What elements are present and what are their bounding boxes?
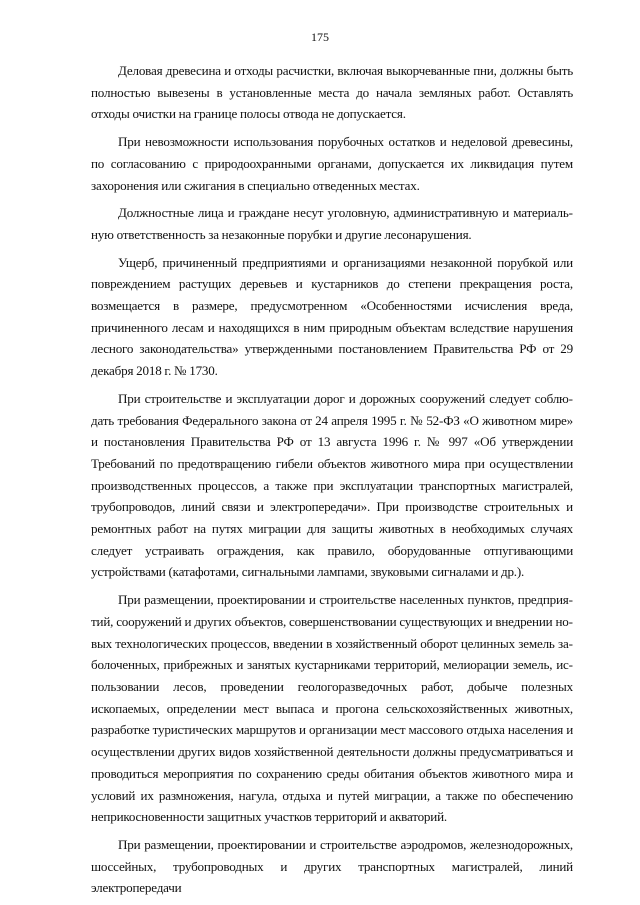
paragraph-habitat-conservation: При размещении, проектировании и строительстве населенных пунктов, предприятий, сооружений и других объектов, совершенствовании существующих и внедрении новых технологических процессов, введении в хозяйственный оборот целинных земель заболоченных, прибрежных и занятых кустарниками территорий, мелиорации земель, использовании лесов, проведении геологоразведочных работ, добыче полезных ископаемых, определении мест выпаса и прогона сельскохозяйственных животных, разработке туристических маршрутов и организации мест массового отдыха населения и осуществлении других видов хозяйственной деятельности должны предусматриваться и проводиться мероприятия по сохранению среды обитания объектов животного мира и условий их размножения, нагула, отдыха и путей миграции, а также по обеспечению неприкосновенности защитных участков территорий и акваторий.: [91, 592, 573, 825]
paragraph-residue-disposal: При невозможности использования порубочных остатков и неделовой древесины, по согласованию с природоохранными органами, допускается их ликвидация путем захоронения или сжигания в специально отведенных местах.: [91, 134, 573, 193]
paragraph-damage-compensation: Ущерб, причиненный предприятиями и организациями незаконной порубкой или повреждением растущих деревьев и кустарников до степени прекращения роста, возмещается в размере, предусмотренном «Особенностями исчисления вреда, причиненного лесам и находящихся в ним природным объектам вследствие нарушения лесного законодательства» утвержденными постановлением Правительства РФ от 29 декабря 2018 г. № 1730.: [91, 254, 573, 379]
body-text: [91, 60, 573, 899]
paragraph-wildlife-protection: При строительстве и эксплуатации дорог и дорожных сооружений следует соблюдать требования Федерального закона от 24 апреля 1995 г. № 52-ФЗ «О животном мире» и постановления Правительства РФ от 13 августа 1996 г. № 997 «Об утверждении Требований по предотвращению гибели объектов животного мира при осуществлении производственных процессов, а также при эксплуатации транспортных магистралей, трубопроводов, линий связи и электропередачи». При производстве строительных и ремонтных работ на путях миграции для защиты животных в необходимых случаях следует устраивать ограждения, как правило, оборудованные отпугивающими устройствами (катафотами, сигнальными лампами, звуковыми сигналами и др.).: [91, 390, 573, 580]
page-number: 175: [311, 30, 329, 44]
paragraph-wood-removal: Деловая древесина и отходы расчистки, включая выкорчеванные пни, должны быть полностью вывезены в установленные места до начала земляных работ. Оставлять отходы очистки на границе полосы отвода не допускается.: [91, 63, 573, 122]
paragraph-liability: Должностные лица и граждане несут уголовную, административную и материальную ответственность за незаконные порубки и другие лесонарушения.: [91, 205, 573, 242]
paragraph-transport-placement: При размещении, проектировании и строительстве аэродромов, железнодорожных, шоссейных, трубопроводных и других транспортных магистралей, линий электропередачи: [91, 836, 573, 896]
